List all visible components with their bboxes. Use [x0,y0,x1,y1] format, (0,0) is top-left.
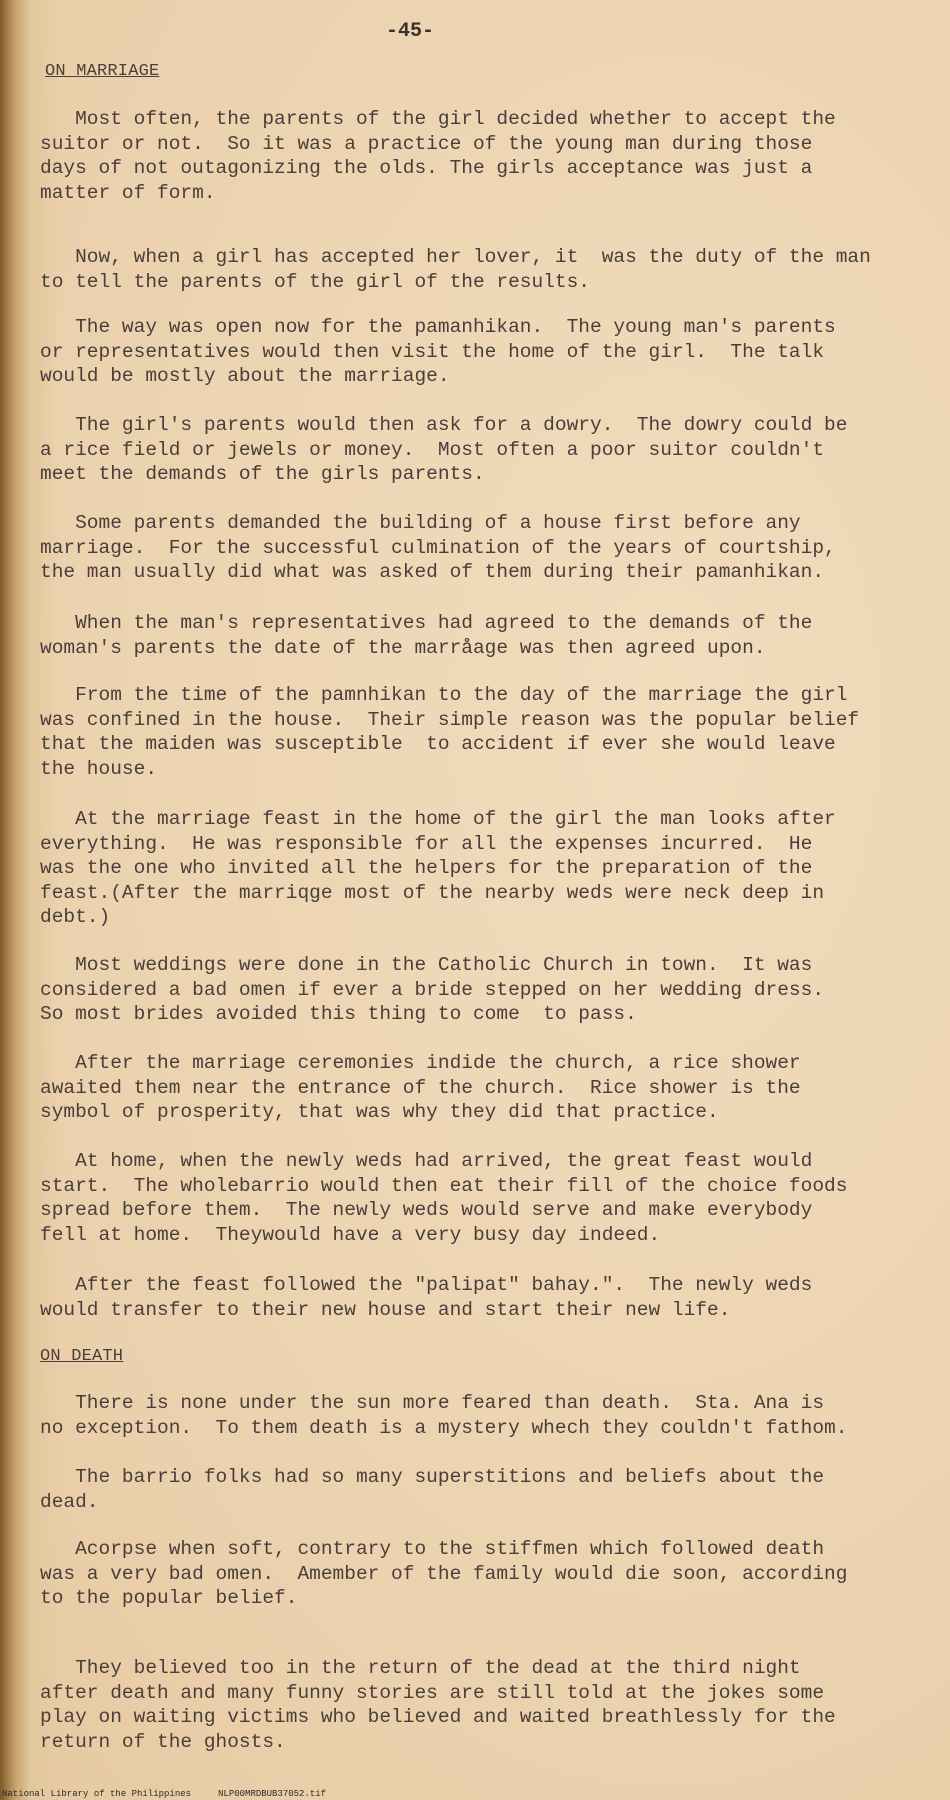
paragraph: Acorpse when soft, contrary to the stiffmen which followed death was a very bad omen. Amember of the family would die soon, according to the popular belief. [40,1538,848,1609]
paragraph: The girl's parents would then ask for a dowry. The dowry could be a rice field or jewels or money. Most often a poor suitor couldn't meet the demands of the girls parents. [40,414,848,485]
paragraph: At the marriage feast in the home of the girl the man looks after everything. He was responsible for all the expenses incurred. He was the one who invited all the helpers for the preparation of the feast.(After the marriqge most of the nearby weds were neck deep in debt.) [40,808,836,928]
paragraph: Most weddings were done in the Catholic Church in town. It was considered a bad omen if ever a bride stepped on her wedding dress. So most brides avoided this thing to come to pass. [40,954,825,1025]
paragraph: They believed too in the return of the dead at the third night after death and many funny stories are still told at the jokes some play on waiting victims who believed and waited breathlessly for the return of the ghosts. [40,1657,836,1753]
page-number: -45- [385,20,434,43]
paragraph: After the marriage ceremonies indide the church, a rice shower awaited them near the entrance of the church. Rice shower is the symbol of prosperity, that was why they did that practice. [40,1052,801,1123]
paragraph: The way was open now for the pamanhikan. The young man's parents or representatives would then visit the home of the girl. The talk would be mostly about the marriage. [40,316,836,387]
paragraph: Some parents demanded the building of a house first before any marriage. For the successful culmination of the years of courtship, the man usually did what was asked of them during their pamanhikan. [40,512,836,583]
paragraph: There is none under the sun more feared than death. Sta. Ana is no exception. To them death is a mystery whech they couldn't fathom. [40,1392,848,1439]
paragraph: From the time of the pamnhikan to the day of the marriage the girl was confined in the house. Their simple reason was the popular belief that the maiden was susceptible to accident if ever she would leave the house. [40,684,860,780]
paragraph: At home, when the newly weds had arrived, the great feast would start. The wholebarrio would then eat their fill of the choice foods spread before them. The newly weds would serve and make everybody fell at home. Theywould have a very busy day indeed. [40,1150,848,1246]
paragraph: The barrio folks had so many superstitions and beliefs about the dead. [40,1466,825,1513]
paragraph: After the feast followed the "palipat" bahay.". The newly weds would transfer to their new house and start their new life. [40,1274,813,1321]
paragraph: Most often, the parents of the girl decided whether to accept the suitor or not. So it was a practice of the young man during those days of not outagonizing the olds. The girls acceptance was just a matter of form. [40,108,836,204]
footer-caption: National Library of the Philippines NLP00MRDBUB37052.tif [2,1789,327,1799]
paragraph: Now, when a girl has accepted her lover, it was the duty of the man to tell the parents of the girl of the results. [40,246,871,293]
paragraph: When the man's representatives had agreed to the demands of the woman's parents the date of the marråage was then agreed upon. [40,612,813,659]
section-heading-marriage: ON MARRIAGE [45,62,160,81]
section-heading-death: ON DEATH [40,1347,124,1366]
